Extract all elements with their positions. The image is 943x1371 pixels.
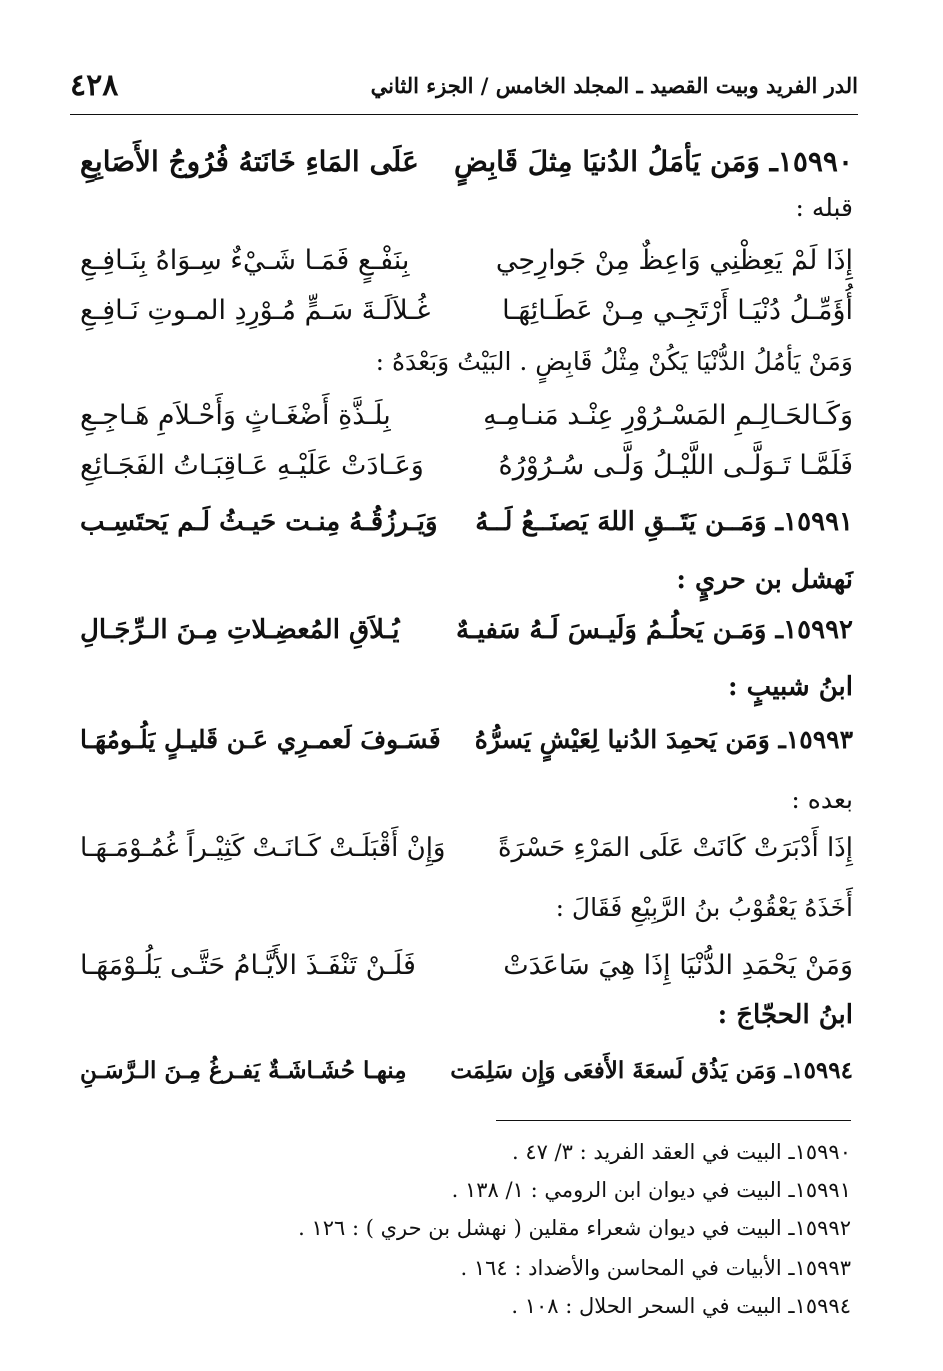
verse-first-hemistich: أُؤَمِّـلُ دُنْيَـا أَرْتَجِـي مِـنْ عَطَـائِهَـا — [502, 295, 853, 326]
verse-second-hemistich: يُـلاَقِ المُعضِـلاتِ مِـنَ الـرِّجَـالِ — [80, 615, 400, 645]
verse-line — [80, 950, 853, 981]
verse-first-hemistich: إِذَا لَمْ يَعِظْنِي وَاعِظٌ مِنْ جَوارِحِي — [495, 245, 853, 276]
footnote: ١٥٩٩٣ـ الأبيات في المحاسن والأضداد : ١٦٤ . — [460, 1256, 851, 1280]
verse-line — [80, 400, 853, 431]
verse-second-hemistich: بِنَفْـعٍ فَمَـا شَـيْءٌ سِـوَاهُ بِنَـافِـعِ — [80, 245, 410, 276]
verse-second-hemistich: بِلَـذَّةِ أَضْغَـاثٍ وَأَحْـلاَمِ هَـاجِـعِ — [80, 400, 391, 431]
verse-line — [80, 1057, 853, 1084]
intro-line: وَمَنْ يَأمُلُ الدُّنْيَا يَكُنْ مِثْلُ قَابِضٍ . البَيْتُ وَبَعْدَهُ : — [375, 347, 853, 376]
header-rule — [70, 114, 858, 115]
footnote: ١٥٩٩٤ـ البيت في السحر الحلال : ١٠٨ . — [511, 1294, 851, 1318]
footnote-rule — [496, 1120, 851, 1121]
verse-first-hemistich: وَكَـالحَـالِـمِ المَسْـرُوْرِ عِنْـد مَنـامِـهِ — [483, 400, 853, 431]
verse-second-hemistich: وَإِنْ أَقْبَلَـتْ كَـانَـتْ كَثِيْـراً غُمُـوْمَـهَـا — [80, 833, 446, 863]
verse-first-hemistich: إِذَا أَدْبَرَتْ كَانَتْ عَلَى المَرْءِ حَسْرَةً — [497, 833, 853, 863]
page-header — [70, 60, 858, 110]
verse-first-hemistich: ١٥٩٩٣ـ وَمَن يَحمِدَ الدُنيا لِعَيْشٍ يَسرُّهُ — [474, 725, 853, 754]
verse-second-hemistich: فَسَـوفَ لَعمـرِي عَـن قَليـلٍ يَلُـومُهَـا — [80, 725, 441, 754]
verse-second-hemistich: فَلَـنْ تَنْفَـذَ الأَيَّـامُ حَتَّـى يَلُـوْمَهَـا — [80, 950, 416, 981]
verse-first-hemistich: ١٥٩٩٢ـ وَمَـن يَحلُـمُ وَلَيـسَ لَـهُ سَفيـهٌ — [455, 615, 853, 645]
intro-line: قبله : — [795, 193, 853, 222]
verse-first-hemistich: ١٥٩٩٤ـ وَمَن يَذُق لَسعَةَ الأَفعَى وَإِن سَلِمَت — [450, 1057, 853, 1084]
footnote: ١٥٩٩٢ـ البيت في ديوان شعراء مقلين ( نهشل بن حري ) : ١٢٦ . — [298, 1216, 851, 1240]
intro-line: نَهشل بن حريٍ : — [676, 565, 853, 595]
verse-line — [80, 615, 853, 645]
intro-line: ابنُ الحجّاجَ : — [717, 1000, 853, 1030]
verse-second-hemistich: مِنهـا حُشَـاشَـةٌ يَفـرغُ مِـنَ الـرَّسَـنِ — [80, 1057, 407, 1084]
footnote: ١٥٩٩٠ـ البيت في العقد الفريد : ٣/ ٤٧ . — [511, 1140, 851, 1164]
verse-line — [80, 145, 853, 178]
verse-first-hemistich: وَمَنْ يَحْمَدِ الدُّنْيَا إِذَا هِيَ سَاعَدَتْ — [503, 950, 853, 981]
intro-line: بعده : — [791, 785, 853, 814]
verse-first-hemistich: ١٥٩٩٠ـ وَمَن يَأمَلُ الدُنيَا مِثلَ قَابِضٍ — [454, 145, 853, 178]
verse-second-hemistich: وَعَـادَتْ عَلَيْـهِ عَـاقِبَـاتُ الفَجَـائِعِ — [80, 450, 424, 481]
footnote: ١٥٩٩١ـ البيت في ديوان ابن الرومي : ١/ ١٣٨ . — [451, 1178, 851, 1202]
verse-first-hemistich: ١٥٩٩١ـ وَمَــن يَتَــقِ اللهَ يَصنَــعُ لَــهُ — [475, 507, 853, 537]
intro-line: أَخَذَهُ يَعْقُوْبُ بنُ الرَّبِيْعِ فَقَالَ : — [555, 893, 853, 922]
verse-second-hemistich: وَيَـرزُقُـهُ مِنـت حَيـثُ لَـم يَحتَسِـب — [80, 507, 438, 537]
verse-line — [80, 295, 853, 326]
verse-line — [80, 507, 853, 537]
verse-second-hemistich: عَلَى المَاءِ خَانَتهُ فُرُوجُ الأَصَابِعِ — [80, 145, 419, 178]
verse-first-hemistich: فَلَمَّـا تَـوَلَّـى اللَّيْـلُ وَلَّـى سُـرُوْرُهُ — [498, 450, 853, 481]
intro-line: ابنُ شبيبٍ : — [728, 672, 853, 702]
verse-second-hemistich: غُـلاَلَـةَ سَـمٍّ مُـوْرِدِ المـوتِ نَـافِـعِ — [80, 295, 431, 326]
verse-line — [80, 450, 853, 481]
running-title: الدر الفريد وبيت القصيد ـ المجلد الخامس / الجزء الثاني — [370, 72, 858, 98]
page-number: ٤٢٨ — [70, 67, 119, 103]
verse-line — [80, 833, 853, 863]
verse-line — [80, 245, 853, 276]
verse-line — [80, 725, 853, 754]
